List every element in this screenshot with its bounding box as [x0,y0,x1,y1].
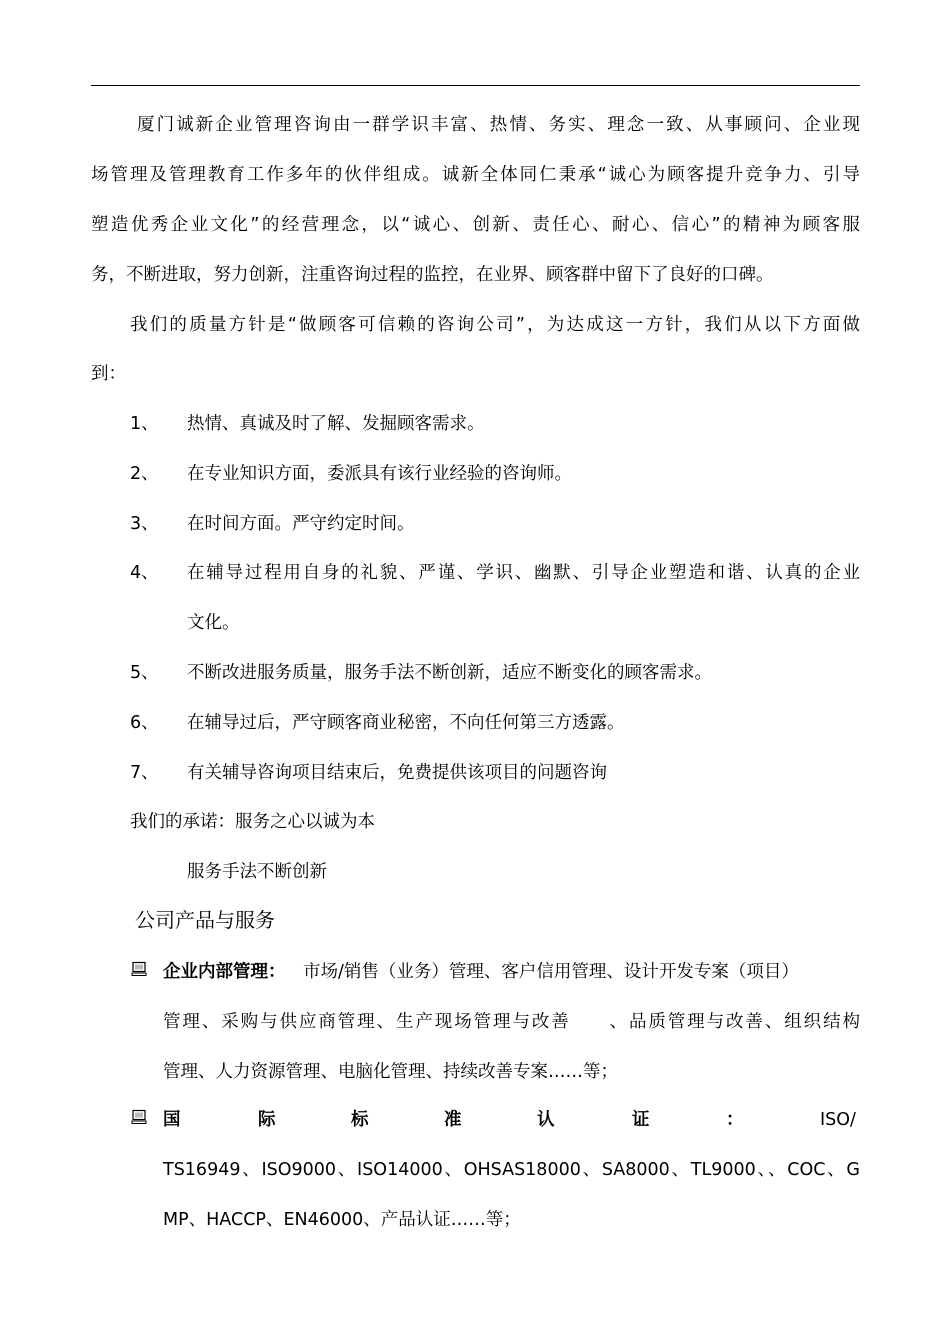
computer-bullet-icon [131,961,147,977]
list-item-text: 在专业知识方面，委派具有该行业经验的咨询师。 [187,464,572,484]
list-item-text: 不断改进服务质量，服务手法不断创新，适应不断变化的顾客需求。 [187,663,712,683]
bullet-text: MP、HACCP、EN46000、产品认证……等； [163,1210,521,1230]
header-rule [91,85,860,86]
list-item-text: 在辅导过程用自身的礼貌、严谨、学识、幽默、引导企业塑造和谐、认真的企业 [187,563,860,583]
list-item-number: 3、 [130,514,159,534]
bullet-label-char: 认 [537,1110,555,1130]
list-item-text: 在辅导过后，严守顾客商业秘密，不向任何第三方透露。 [187,713,625,733]
list-item-text: 在时间方面。严守约定时间。 [187,514,415,534]
promise-line-1: 我们的承诺：服务之心以诚为本 [130,812,375,832]
bullet-label-char: 证 [632,1110,650,1130]
list-item-text: 热情、真诚及时了解、发掘顾客需求。 [187,414,485,434]
bullet-label-char: 国 [163,1110,181,1130]
policy-line-1: 我们的质量方针是“做顾客可信赖的咨询公司”，为达成这一方针，我们从以下方面做 [130,315,860,335]
computer-bullet-icon [131,1109,147,1125]
bullet-text: TS16949、ISO9000、ISO14000、OHSAS18000、SA8000、TL9000、、COC、G [163,1160,860,1180]
list-item-number: 7、 [130,763,159,783]
list-item-text: 有关辅导咨询项目结束后，免费提供该项目的问题咨询 [187,763,607,783]
bullet-label-char: 准 [444,1110,462,1130]
bullet-label-char: ： [726,1110,744,1130]
policy-line-2: 到： [91,364,126,384]
bullet-label-char: 际 [258,1110,276,1130]
intro-line-4: 务，不断进取，努力创新，注重咨询过程的监控，在业界、顾客群中留下了良好的口碑。 [91,265,774,285]
bullet-text: 管理、人力资源管理、电脑化管理、持续改善专案……等； [163,1062,618,1082]
list-item-number: 4、 [130,563,159,583]
bullet-label-internal-management: 企业内部管理： [163,962,286,982]
intro-line-2: 场管理及管理教育工作多年的伙伴组成。诚新全体同仁秉承“诚心为顾客提升竞争力、引导 [91,165,860,185]
list-item-number: 2、 [130,464,159,484]
intro-line-3: 塑造优秀企业文化”的经营理念，以“诚心、创新、责任心、耐心、信心”的精神为顾客服 [91,215,860,235]
intro-line-1: 厦门诚新企业管理咨询由一群学识丰富、热情、务实、理念一致、从事顾问、企业现 [137,115,860,135]
bullet-text: 管理、采购与供应商管理、生产现场管理与改善 、品质管理与改善、组织结构 [163,1012,860,1032]
bullet-label-char: 标 [351,1110,369,1130]
list-item-number: 1、 [130,414,159,434]
list-item-text-continued: 文化。 [187,613,240,633]
promise-line-2: 服务手法不断创新 [187,862,327,882]
bullet-label-tail: ISO/ [820,1110,856,1130]
bullet-text: 市场/销售（业务）管理、客户信用管理、设计开发专案（项目） [303,962,799,982]
list-item-number: 6、 [130,713,159,733]
list-item-number: 5、 [130,663,159,683]
section-heading-products: 公司产品与服务 [135,908,275,932]
